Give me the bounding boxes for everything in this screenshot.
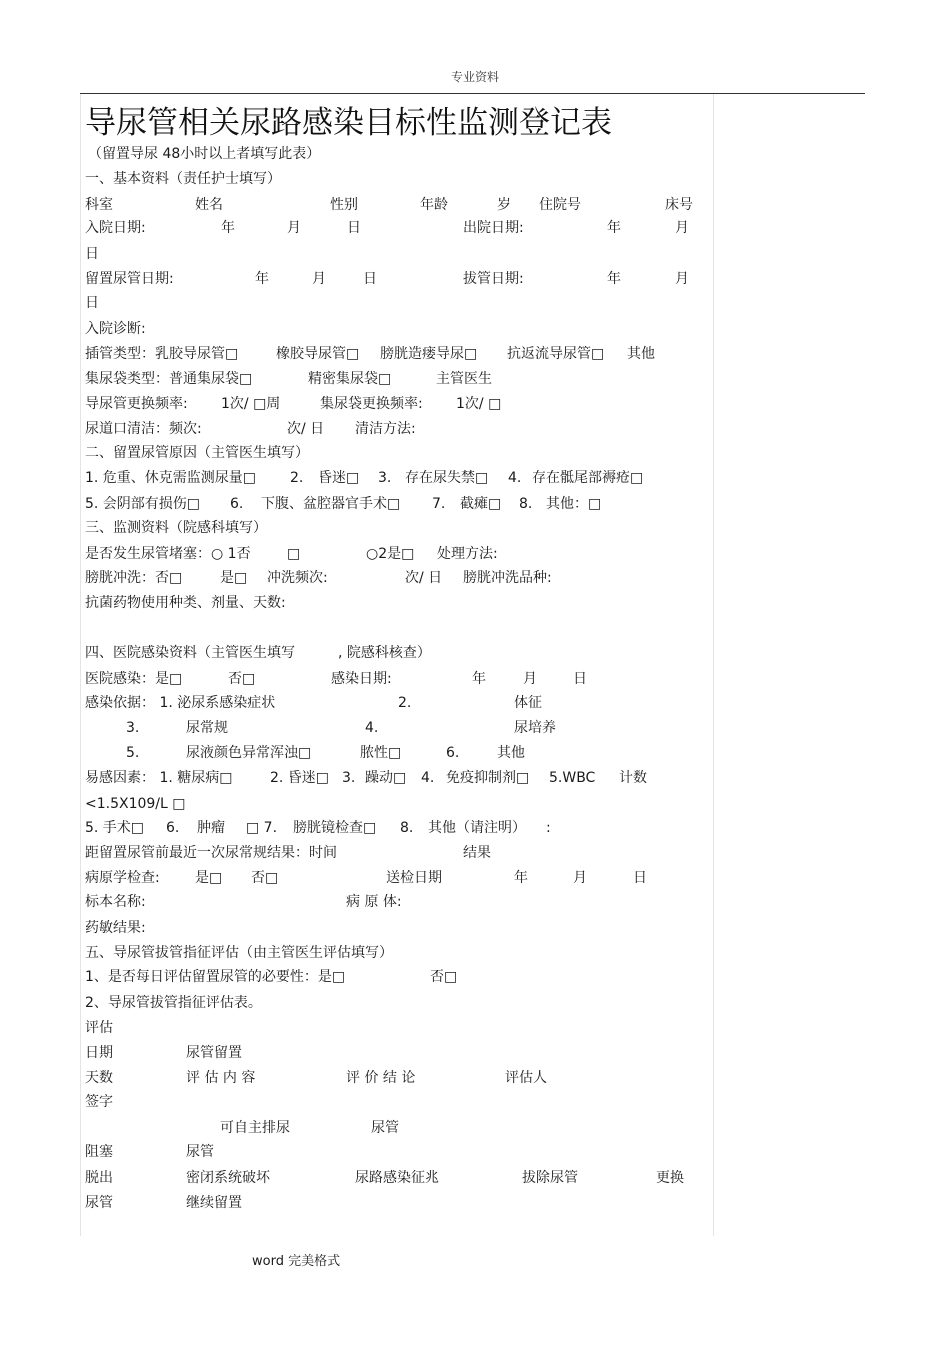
page-footer: word 完美格式 bbox=[252, 1254, 341, 1269]
form-text: 否□ bbox=[228, 671, 256, 687]
form-text: 感染依据： 1. 泌尿系感染症状 bbox=[85, 695, 276, 711]
form-text: 否□ bbox=[430, 969, 458, 985]
form-text: 尿常规 bbox=[186, 720, 228, 736]
form-text: 橡胶导尿管□ bbox=[276, 346, 360, 362]
form-text: 年 bbox=[514, 870, 528, 886]
form-text: 截瘫□ bbox=[460, 496, 502, 512]
form-text: 其他：□ bbox=[546, 496, 602, 512]
form-text: 月 bbox=[312, 271, 326, 287]
form-text: 膀胱冲洗品种: bbox=[463, 570, 552, 586]
form-text: 距留置尿管前最近一次尿常规结果：时间 bbox=[85, 845, 337, 861]
form-text: 次/ 日 bbox=[287, 421, 325, 437]
form-text: 体征 bbox=[514, 695, 542, 711]
form-text: 日 bbox=[363, 271, 377, 287]
form-text: 留置尿管日期: bbox=[85, 271, 174, 287]
form-text: 5. bbox=[126, 745, 140, 761]
form-text: 是□ bbox=[195, 870, 223, 886]
form-text: 月 bbox=[523, 671, 537, 687]
form-text: 导尿管更换频率: bbox=[85, 396, 188, 412]
form-text: 其他 bbox=[627, 346, 655, 362]
form-text: 尿液颜色异常浑浊□ bbox=[186, 745, 312, 761]
form-text: 尿路感染征兆 bbox=[355, 1170, 439, 1186]
form-text: 拔除尿管 bbox=[522, 1170, 578, 1186]
form-text: 性别 bbox=[330, 197, 358, 213]
form-text: 尿道口清洁：频次: bbox=[85, 421, 202, 437]
form-text: 月 bbox=[675, 271, 689, 287]
form-text: 存在尿失禁□ bbox=[405, 470, 489, 486]
form-text: 年龄 bbox=[420, 197, 448, 213]
form-text: 更换 bbox=[656, 1170, 684, 1186]
form-text: 床号 bbox=[665, 197, 693, 213]
form-text: 5. 手术□ bbox=[85, 820, 145, 836]
form-text: 尿管 bbox=[85, 1195, 113, 1211]
form-text: 出院日期: bbox=[463, 220, 524, 236]
form-text: 4. bbox=[365, 720, 379, 736]
form-text: 计数 bbox=[619, 770, 647, 786]
form-text: 病原学检查: bbox=[85, 870, 160, 886]
form-text: 脱出 bbox=[85, 1170, 113, 1186]
form-text: 年 bbox=[472, 671, 486, 687]
form-text: 抗菌药物使用种类、剂量、天数: bbox=[85, 595, 286, 611]
document-title: 导尿管相关尿路感染目标性监测登记表 bbox=[85, 105, 612, 141]
form-text: 昏迷□ bbox=[318, 470, 360, 486]
form-text: 五、导尿管拔管指征评估（由主管医生评估填写） bbox=[85, 945, 393, 961]
form-text: <1.5X109/L □ bbox=[85, 796, 186, 812]
right-margin-line bbox=[713, 94, 714, 1236]
form-text: , 院感科核查） bbox=[338, 645, 431, 661]
form-text: 7. bbox=[432, 496, 446, 512]
form-text: 5.WBC bbox=[549, 770, 596, 786]
form-text: 评估人 bbox=[505, 1070, 547, 1086]
form-text: 2、导尿管拔管指征评估表。 bbox=[85, 995, 262, 1011]
form-text: 三、监测资料（院感科填写） bbox=[85, 520, 267, 536]
form-text: 日 bbox=[633, 870, 647, 886]
form-text: 评 价 结 论 bbox=[346, 1070, 416, 1086]
form-text: 2. bbox=[290, 470, 304, 486]
form-text: 膀胱造瘘导尿□ bbox=[380, 346, 478, 362]
form-text: 四、医院感染资料（主管医生填写 bbox=[85, 645, 295, 661]
form-text: □ 7. bbox=[246, 820, 278, 836]
form-text: 二、留置尿管原因（主管医生填写） bbox=[85, 445, 309, 461]
form-text: 日 bbox=[85, 295, 99, 311]
form-text: 下腹、盆腔器官手术□ bbox=[261, 496, 401, 512]
form-text: 是□ bbox=[220, 570, 248, 586]
form-text: 继续留置 bbox=[186, 1195, 242, 1211]
form-text: 科室 bbox=[85, 197, 113, 213]
form-text: 2. bbox=[398, 695, 412, 711]
form-text: 集尿袋类型：普通集尿袋□ bbox=[85, 371, 253, 387]
form-text: 可自主排尿 bbox=[220, 1120, 290, 1136]
form-text: 4. bbox=[421, 770, 435, 786]
form-text: 日 bbox=[347, 220, 361, 236]
form-text: 清洁方法: bbox=[355, 421, 416, 437]
form-text: 2. 昏迷□ bbox=[270, 770, 330, 786]
form-text: 入院诊断: bbox=[85, 321, 146, 337]
form-text: 住院号 bbox=[539, 197, 581, 213]
form-text: 集尿袋更换频率: bbox=[320, 396, 423, 412]
form-text: 否□ bbox=[251, 870, 279, 886]
form-text: 易感因素： 1. 糖尿病□ bbox=[85, 770, 233, 786]
form-text: 尿管 bbox=[371, 1120, 399, 1136]
form-text: 插管类型：乳胶导尿管□ bbox=[85, 346, 239, 362]
form-text: 5. 会阴部有损伤□ bbox=[85, 496, 201, 512]
header-rule bbox=[80, 93, 865, 94]
form-text: 1、是否每日评估留置尿管的必要性：是□ bbox=[85, 969, 346, 985]
form-text: 3. bbox=[378, 470, 392, 486]
form-text: 膀胱镜检查□ bbox=[293, 820, 377, 836]
form-text: 标本名称: bbox=[85, 894, 146, 910]
form-text: 3. bbox=[342, 770, 356, 786]
form-text: 免疫抑制剂□ bbox=[446, 770, 530, 786]
form-text: 精密集尿袋□ bbox=[308, 371, 392, 387]
form-text: 8. bbox=[400, 820, 414, 836]
form-text: 躁动□ bbox=[365, 770, 407, 786]
form-text: 其他 bbox=[497, 745, 525, 761]
form-text: 1次/ □周 bbox=[221, 396, 281, 412]
form-text: 处理方法: bbox=[437, 546, 498, 562]
form-text: ○2是□ bbox=[366, 546, 415, 562]
form-text: 月 bbox=[573, 870, 587, 886]
form-text: 日 bbox=[85, 246, 99, 262]
form-text: 脓性□ bbox=[360, 745, 402, 761]
form-text: 冲洗频次: bbox=[267, 570, 328, 586]
form-text: 月 bbox=[287, 220, 301, 236]
form-text: 年 bbox=[255, 271, 269, 287]
form-text: 感染日期: bbox=[331, 671, 392, 687]
form-text: （留置导尿 48小时以上者填写此表） bbox=[88, 146, 321, 162]
form-text: 一、基本资料（责任护士填写） bbox=[85, 171, 281, 187]
form-text: 年 bbox=[607, 220, 621, 236]
form-text: 密闭系统破坏 bbox=[186, 1170, 270, 1186]
form-text: 4. bbox=[508, 470, 522, 486]
form-text: 入院日期: bbox=[85, 220, 146, 236]
form-text: 8. bbox=[519, 496, 533, 512]
form-text: 阻塞 bbox=[85, 1144, 113, 1160]
form-text: 次/ 日 bbox=[405, 570, 443, 586]
page-header: 专业资料 bbox=[450, 70, 499, 84]
form-text: 天数 bbox=[85, 1070, 113, 1086]
form-text: □ bbox=[287, 546, 301, 562]
form-text: 年 bbox=[221, 220, 235, 236]
form-text: 药敏结果: bbox=[85, 920, 146, 936]
form-text: 是否发生尿管堵塞：○ 1否 bbox=[85, 546, 251, 562]
form-text: 年 bbox=[607, 271, 621, 287]
form-text: 尿管留置 bbox=[186, 1045, 242, 1061]
form-text: 姓名 bbox=[195, 197, 223, 213]
form-text: 评估 bbox=[85, 1020, 113, 1036]
form-text: 1. 危重、休克需监测尿量□ bbox=[85, 470, 257, 486]
form-text: 3. bbox=[126, 720, 140, 736]
form-text: 尿管 bbox=[186, 1144, 214, 1160]
form-text: 1次/ □ bbox=[456, 396, 502, 412]
form-text: 主管医生 bbox=[436, 371, 492, 387]
form-text: 月 bbox=[675, 220, 689, 236]
form-text: 病 原 体: bbox=[346, 894, 402, 910]
form-text: 岁 bbox=[497, 197, 511, 213]
form-text: 6. bbox=[166, 820, 180, 836]
form-text: 6. bbox=[446, 745, 460, 761]
form-text: 日 bbox=[573, 671, 587, 687]
left-margin-line bbox=[80, 94, 81, 1236]
form-text: 送检日期 bbox=[386, 870, 442, 886]
form-text: 结果 bbox=[463, 845, 491, 861]
form-text: 存在骶尾部褥疮□ bbox=[532, 470, 644, 486]
form-text: 抗返流导尿管□ bbox=[507, 346, 605, 362]
form-text: 签字 bbox=[85, 1094, 113, 1110]
form-text: 拔管日期: bbox=[463, 271, 524, 287]
form-text: 其他（请注明） bbox=[428, 820, 526, 836]
form-text: 肿瘤 bbox=[197, 820, 225, 836]
form-text: 评 估 内 容 bbox=[186, 1070, 256, 1086]
form-text: 日期 bbox=[85, 1045, 113, 1061]
form-text: 尿培养 bbox=[514, 720, 556, 736]
form-text: 医院感染：是□ bbox=[85, 671, 183, 687]
form-text: 6. bbox=[230, 496, 244, 512]
form-text: : bbox=[546, 820, 551, 836]
form-text: 膀胱冲洗：否□ bbox=[85, 570, 183, 586]
